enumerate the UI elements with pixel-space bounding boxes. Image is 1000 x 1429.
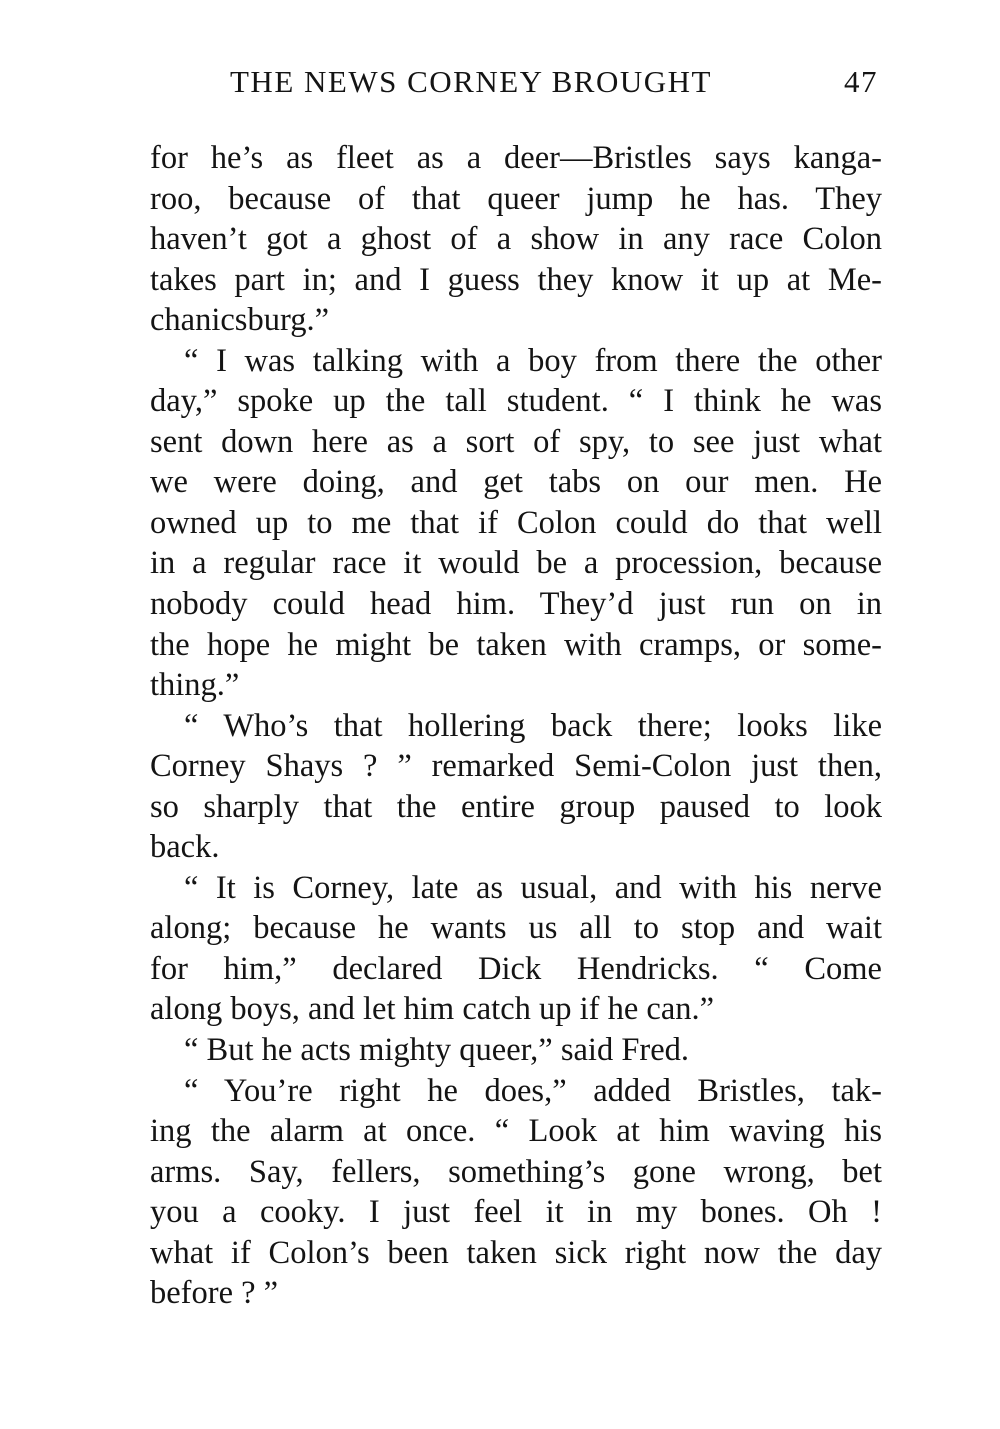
text-line: haven’t got a ghost of a show in any race Colon bbox=[150, 221, 882, 258]
text-line: thing.” bbox=[150, 667, 240, 704]
text-line: the hope he might be taken with cramps, or some- bbox=[150, 626, 882, 663]
text-line: along; because he wants us all to stop and wait bbox=[150, 910, 882, 947]
page-number: 47 bbox=[844, 64, 878, 99]
text-line: owned up to me that if Colon could do that well bbox=[150, 504, 882, 541]
text-line: Corney Shays ? ” remarked Semi-Colon just then, bbox=[150, 748, 882, 785]
text-line: for he’s as fleet as a deer—Bristles says kanga- bbox=[150, 140, 882, 176]
text-line: “ But he acts mighty queer,” said Fred. bbox=[184, 1032, 690, 1069]
body-text bbox=[150, 138, 882, 1314]
text-line: for him,” declared Dick Hendricks. “ Come bbox=[150, 950, 882, 987]
text-line: “ It is Corney, late as usual, and with his nerve bbox=[184, 869, 882, 906]
text-line: sent down here as a sort of spy, to see just what bbox=[150, 423, 882, 460]
text-line: in a regular race it would be a procession, because bbox=[150, 545, 882, 582]
running-head bbox=[150, 60, 882, 104]
text-line: ing the alarm at once. “ Look at him waving his bbox=[150, 1113, 882, 1150]
text-line: so sharply that the entire group paused to look bbox=[150, 788, 882, 825]
text-line: roo, because of that queer jump he has. They bbox=[150, 180, 882, 217]
text-line: nobody could head him. They’d just run on in bbox=[150, 586, 882, 623]
text-line: chanicsburg.” bbox=[150, 302, 329, 339]
text-line: what if Colon’s been taken sick right now the day bbox=[150, 1234, 882, 1271]
text-line: arms. Say, fellers, something’s gone wrong, bet bbox=[150, 1153, 882, 1190]
text-line: you a cooky. I just feel it in my bones. Oh ! bbox=[150, 1194, 882, 1231]
text-line: “ I was talking with a boy from there the other bbox=[184, 342, 882, 379]
text-line: back. bbox=[150, 829, 220, 866]
text-line: day,” spoke up the tall student. “ I think he was bbox=[150, 383, 882, 420]
running-title: THE NEWS CORNEY BROUGHT bbox=[230, 64, 712, 99]
text-line: along boys, and let him catch up if he can.” bbox=[150, 991, 715, 1028]
text-line: “ Who’s that hollering back there; looks like bbox=[184, 707, 882, 744]
text-line: “ You’re right he does,” added Bristles, tak- bbox=[184, 1072, 882, 1109]
text-line: takes part in; and I guess they know it up at Me- bbox=[150, 261, 882, 298]
text-line: we were doing, and get tabs on our men. He bbox=[150, 464, 882, 501]
text-line: before ? ” bbox=[150, 1275, 279, 1312]
